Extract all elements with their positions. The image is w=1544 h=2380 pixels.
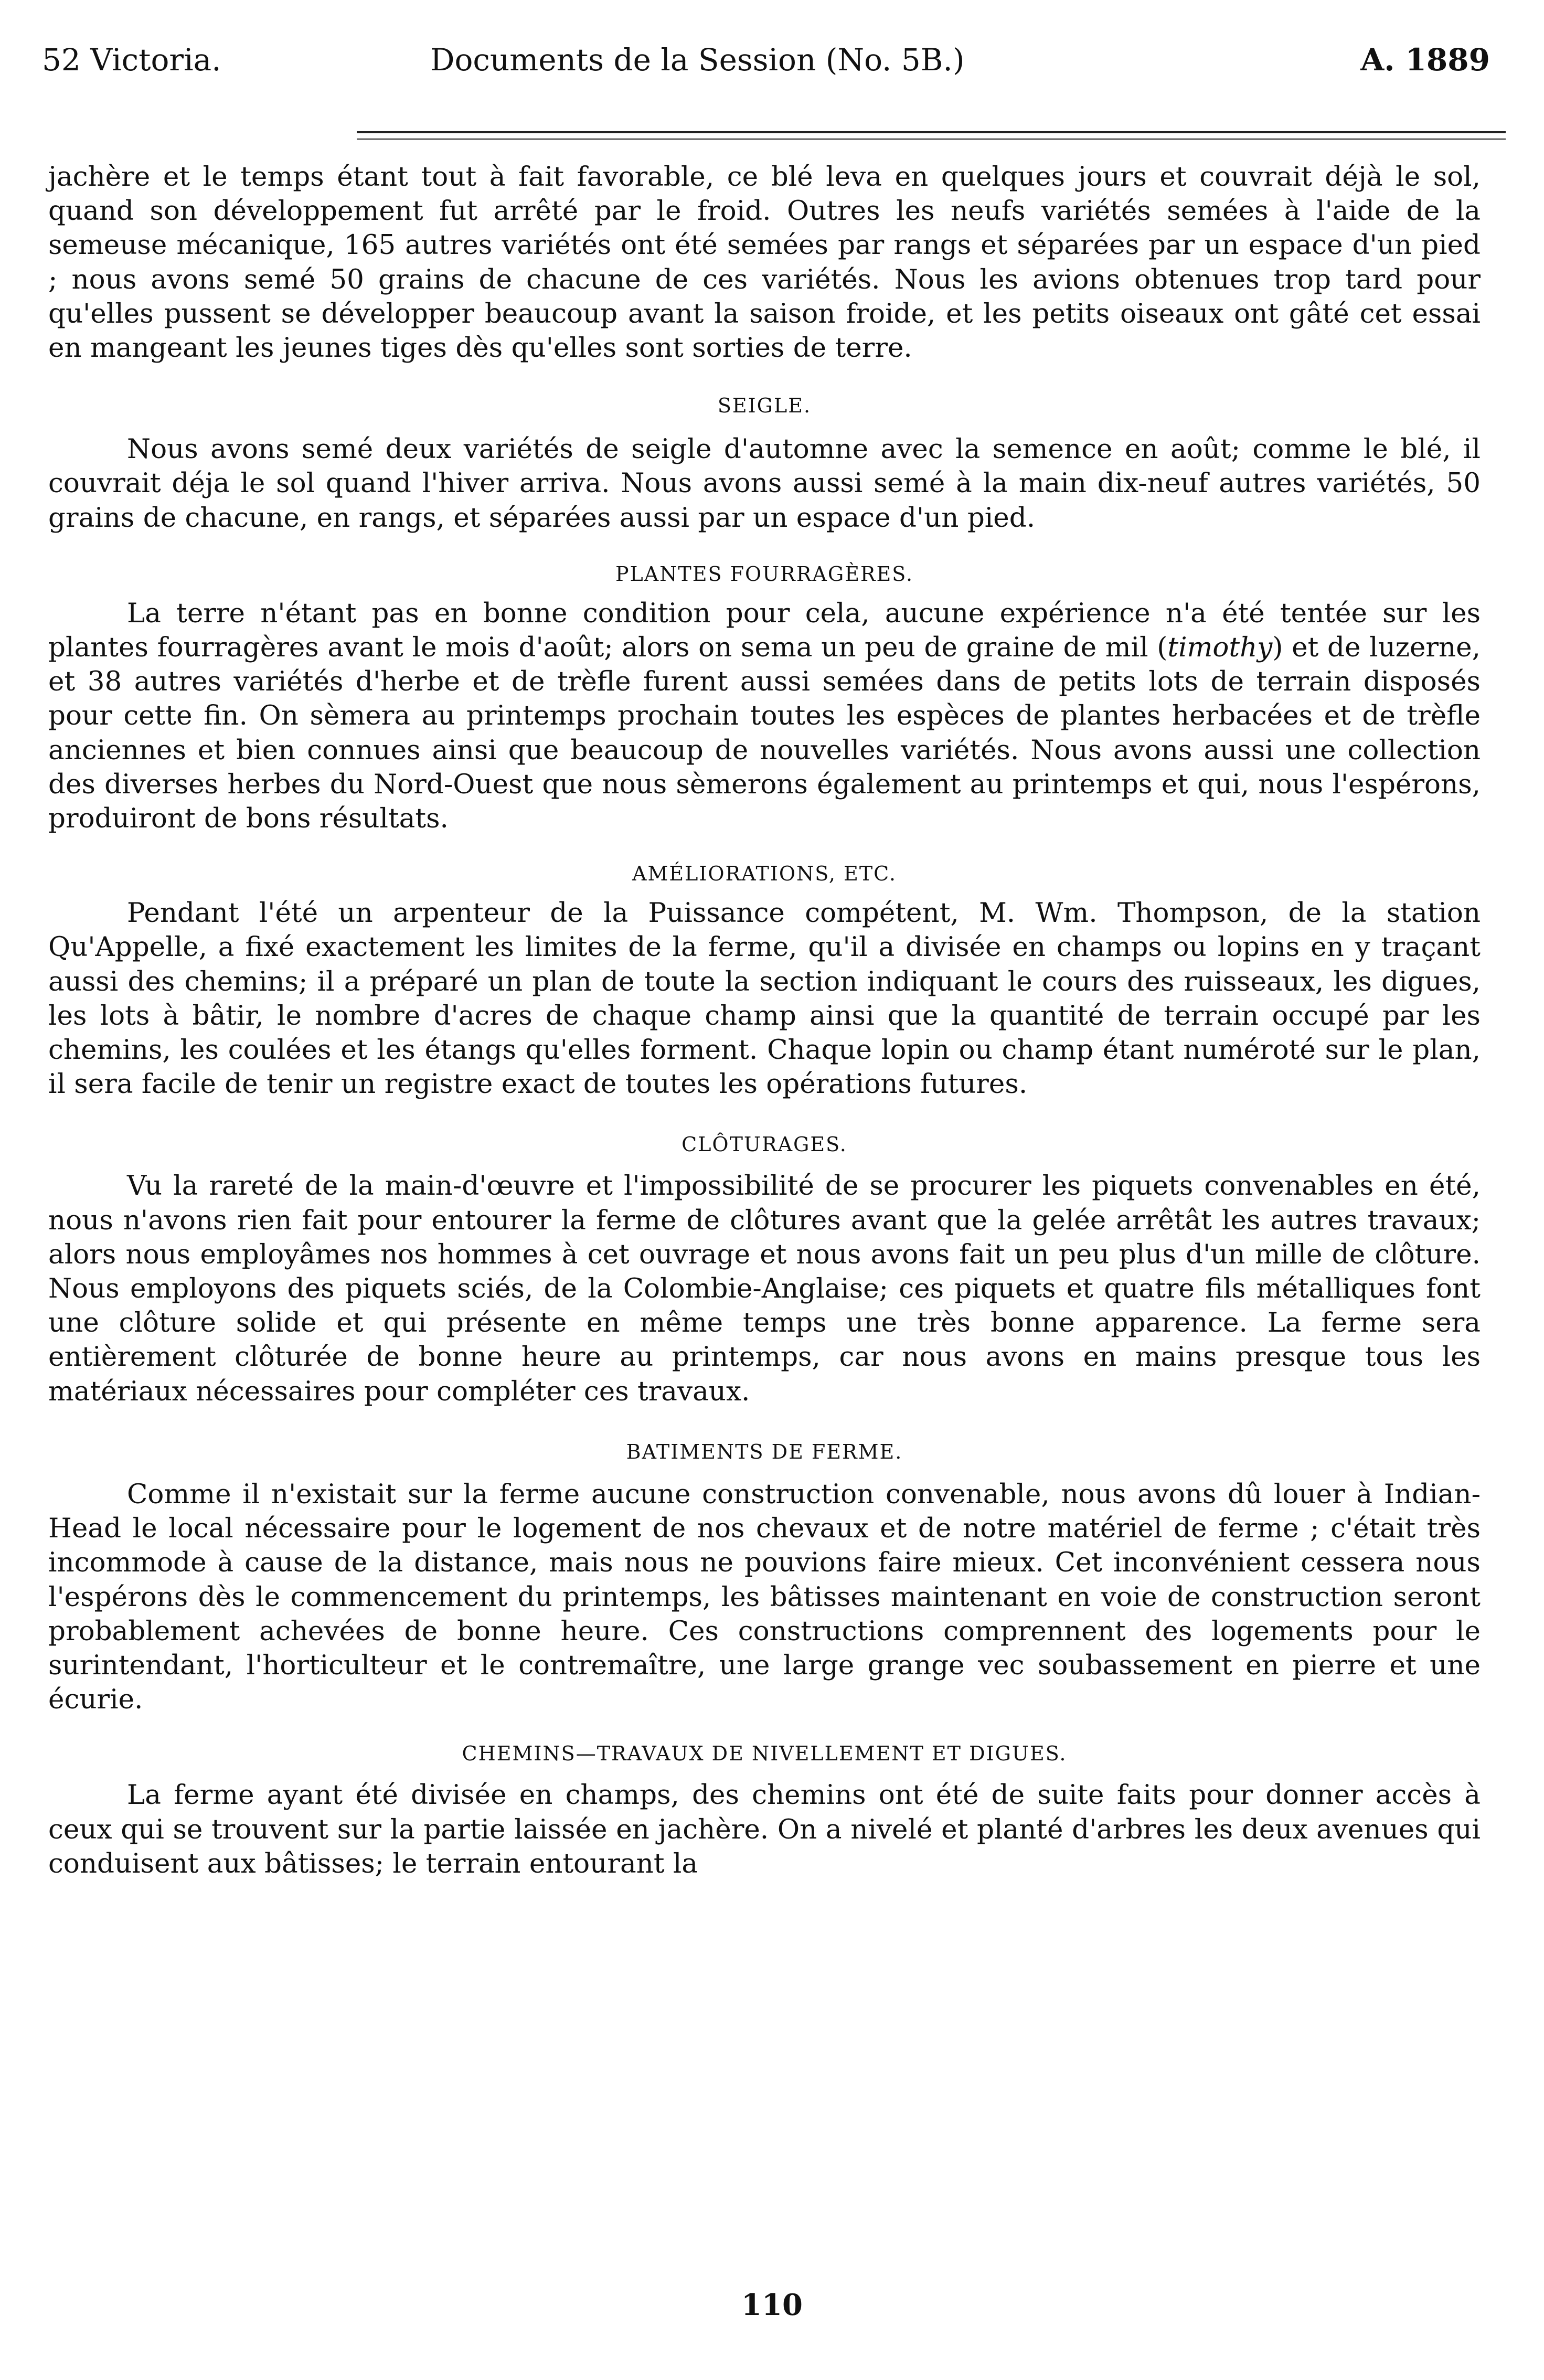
heading-seigle: SEIGLE.	[717, 394, 812, 418]
header-rule	[357, 131, 1506, 133]
paragraph-ameliorations: Pendant l'été un arpenteur de la Puissance compétent, M. Wm. Thompson, de la station Qu'Appelle, a fixé exactement les limites de la ferme, qu'il a divisée en champs ou lopins en y traçant aussi des chemins; il a préparé un plan de toute la section indiquant le cours des ruisseaux, les digues, les lots à bâtir, le nombre d'acres de chaque champ ainsi que la quantité de terrain occupé par les chemins, les coulées et les étangs qu'elles forment. Chaque lopin ou champ étant numéroté sur le plan, il sera facile de tenir un registre exact de toutes les opérations futures.	[48, 897, 1481, 1100]
heading-batiments: BATIMENTS DE FERME.	[626, 1440, 903, 1463]
header-year: A. 1889	[1360, 42, 1490, 78]
paragraph-jachere: jachère et le temps étant tout à fait favorable, ce blé leva en quelques jours et couvrait déjà le sol, quand son développement fut arrêté par le froid. Outres les neufs variétés semées à l'aide de la semeuse mécanique, 165 autres variétés ont été semées par rangs et séparées par un espace d'un pied ; nous avons semé 50 grains de chacune de ces variétés. Nous les avions obtenues trop tard pour qu'elles pussent se développer beaucoup avant la saison froide, et les petits oiseaux ont gâté cet essai en mangeant les jeunes tiges dès qu'elles sont sorties de terre.	[48, 161, 1481, 364]
paragraph-plantes-fourrageres	[48, 597, 1481, 836]
paragraph-chemins: La ferme ayant été divisée en champs, des chemins ont été de suite faits pour donner accès à ceux qui se trouvent sur la partie laissée en jachère. On a nivelé et planté d'arbres les deux avenues qui conduisent aux bâtisses; le terrain entourant la	[48, 1779, 1481, 1879]
header-rule-thin	[357, 139, 1506, 140]
paragraph-clotures: Vu la rareté de la main-d'œuvre et l'impossibilité de se procurer les piquets convenables en été, nous n'avons rien fait pour entourer la ferme de clôtures avant que la gelée arrêtât les autres travaux; alors nous employâmes nos hommes à cet ouvrage et nous avons fait un peu plus d'un mille de clôture. Nous employons des piquets sciés, de la Colombie-Anglaise; ces piquets et quatre fils métalliques font une clôture solide et qui présente en même temps une très bonne apparence. La ferme sera entièrement clôturée de bonne heure au printemps, car nous avons en mains presque tous les matériaux nécessaires pour compléter ces travaux.	[48, 1170, 1481, 1407]
header-session: 52 Victoria.	[42, 42, 221, 78]
heading-ameliorations: AMÉLIORATIONS, ETC.	[632, 862, 897, 886]
header-title: Documents de la Session (No. 5B.)	[430, 42, 965, 78]
paragraph-seigle: Nous avons semé deux variétés de seigle d'automne avec la semence en août; comme le blé, il couvrait déja le sol quand l'hiver arriva. Nous avons aussi semé à la main dix-neuf autres variétés, 50 grains de chacune, en rangs, et séparées aussi par un espace d'un pied.	[48, 433, 1481, 534]
heading-chemins: CHEMINS—TRAVAUX DE NIVELLEMENT ET DIGUES.	[462, 1742, 1067, 1766]
paragraph-batiments: Comme il n'existait sur la ferme aucune construction convenable, nous avons dû louer à Indian-Head le local nécessaire pour le logement de nos chevaux et de notre matériel de ferme ; c'était très incommode à cause de la distance, mais nous ne pouvions faire mieux. Cet inconvénient cessera nous l'espérons dès le commencement du printemps, les bâtisses maintenant en voie de construction seront probablement achevées de bonne heure. Ces constructions comprennent des logements pour le surintendant, l'horticulteur et le contremaître, une large grange vec soubassement en pierre et une écurie.	[48, 1478, 1481, 1716]
document-body	[48, 160, 1481, 1881]
paragraph-plantes-part-b: ) et de luzerne, et 38 autres variétés d'herbe et de trèfle furent aussi semées dans de petits lots de terrain disposés pour cette fin. On sèmera au printemps prochain toutes les espèces de plantes herbacées et de trèfle anciennes et bien connues ainsi que beaucoup de nouvelles variétés. Nous avons aussi une collection des diverses herbes du Nord-Ouest que nous sèmerons également au printemps et qui, nous l'espérons, produiront de bons résultats.	[48, 632, 1481, 835]
paragraph-plantes-part-a: La terre n'étant pas en bonne condition pour cela, aucune expérience n'a été tentée sur les plantes fourragères avant le mois d'août; alors on sema un peu de graine de mil (	[48, 597, 1481, 664]
page-number: 110	[741, 2288, 803, 2322]
heading-plantes-fourrageres: PLANTES FOURRAGÈRES.	[615, 562, 914, 586]
page-header	[42, 42, 1490, 94]
paragraph-plantes-emphasis: timothy	[1167, 632, 1273, 664]
heading-clotures: CLÔTURAGES.	[682, 1133, 847, 1156]
